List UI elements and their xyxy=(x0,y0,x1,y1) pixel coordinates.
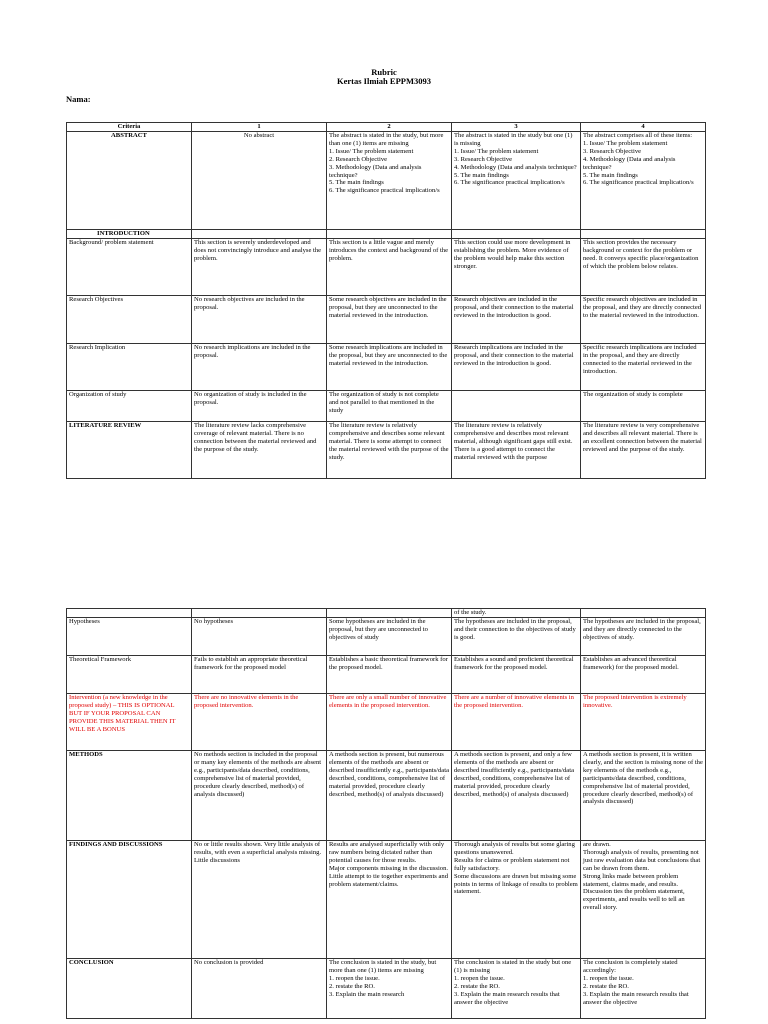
table-row xyxy=(67,694,706,751)
row-label-intervention: Intervention (a new knowledge in the proposed study) – THIS IS OPTIONAL BUT IF YOUR PROPOSAL CAN PROVIDE THIS MATERIAL THEN IT WILL BE A BONUS xyxy=(67,694,192,751)
cell: The conclusion is completely stated accordingly: 1. reopen the issue. 2. restate the RO. 3. Explain the main research results that answer the objective xyxy=(581,959,706,1019)
empty-cell xyxy=(192,609,327,618)
cell: of the study. xyxy=(452,609,581,618)
cell: No abstract xyxy=(192,132,327,230)
score-3-header: 3 xyxy=(452,123,581,132)
table-row xyxy=(67,656,706,694)
table-row xyxy=(67,295,706,343)
cell: Establishes a basic theoretical framework for the proposed model. xyxy=(327,656,452,694)
table-row xyxy=(67,132,706,230)
empty-cell xyxy=(327,609,452,618)
table-row xyxy=(67,751,706,841)
cell: This section provides the necessary background or context for the problem or need. It conveys specific place/organization of which the problem below relates. xyxy=(581,238,706,295)
table-row xyxy=(67,618,706,656)
empty-cell xyxy=(327,230,452,239)
cell: There are only a small number of innovative elements in the proposed intervention. xyxy=(327,694,452,751)
cell: No or little results shown. Very little analysis of results, with even a superficial analysis missing. Little discussions xyxy=(192,841,327,959)
cell: The abstract is stated in the study, but more than one (1) items are missing 1. Issue/ The problem statement 2. Research Objective 3. Methodology (Data and analysis technique? 5. The main findings 6. The significance practical implication/s xyxy=(327,132,452,230)
cell: Results are analysed superficially with only raw numbers being dictated rather than potential causes for those results. Major components missing in the discussion. Little attempt to tie together experiments and problem statement/claims. xyxy=(327,841,452,959)
header-row xyxy=(67,123,706,132)
cell: The organization of study is not complete and not parallel to that mentioned in the study xyxy=(327,390,452,421)
cell: This section is severely underdeveloped and does not convincingly introduce and analyse the problem. xyxy=(192,238,327,295)
cell: Specific research objectives are included in the proposal, and they are directly connected to the material reviewed in the introduction. xyxy=(581,295,706,343)
table-row xyxy=(67,238,706,295)
cell: Research implications are included in the proposal, and their connection to the material reviewed in the introduction is good. xyxy=(452,343,581,390)
criteria-header: Criteria xyxy=(67,123,192,132)
cell: This section is a little vague and merely introduces the context and background of the problem. xyxy=(327,238,452,295)
cell: There are no innovative elements in the proposed intervention. xyxy=(192,694,327,751)
cell: The literature review is relatively comprehensive and describes most relevant material, although significant gaps still exist. There is a good attempt to connect the material reviewed with the purpose xyxy=(452,421,581,478)
cell: The literature review lacks comprehensive coverage of relevant material. There is no connection between the material reviewed and the purpose of the study. xyxy=(192,421,327,478)
cell: No research implications are included in the proposal. xyxy=(192,343,327,390)
row-label-organization: Organization of study xyxy=(67,390,192,421)
cell: Research objectives are included in the proposal, and their connection to the material reviewed in the introduction is good. xyxy=(452,295,581,343)
table-row xyxy=(67,421,706,478)
cell: The literature review is relatively comprehensive and describes some relevant material. There is some attempt to connect the material reviewed with the purpose of the study. xyxy=(327,421,452,478)
score-4-header: 4 xyxy=(581,123,706,132)
cell: The hypotheses are included in the proposal, and their connection to the objectives of study is good. xyxy=(452,618,581,656)
cell: Fails to establish an appropriate theoretical framework for the proposed model xyxy=(192,656,327,694)
cell: Establishes an advanced theoretical framework) for the proposed model. xyxy=(581,656,706,694)
cell: The hypotheses are included in the proposal, and they are directly connected to the objectives of study. xyxy=(581,618,706,656)
cell: The abstract comprises all of these items: 1. Issue/ The problem statement 3. Research Objective 4. Methodology (Data and analysis technique? 5. The main findings 6. The significance practical implication/s xyxy=(581,132,706,230)
row-label-hypotheses: Hypotheses xyxy=(67,618,192,656)
rubric-table-page-1 xyxy=(66,122,706,479)
section-row xyxy=(67,230,706,239)
row-label-theoretical-framework: Theoretical Framework xyxy=(67,656,192,694)
document-title: Rubric xyxy=(371,67,397,77)
cell: There are a number of innovative elements in the proposed intervention. xyxy=(452,694,581,751)
cell: A methods section is present, but numerous elements of the methods are absent or described insufficiently e.g., participants/data described, conditions, comprehensive list of material provided, procedure clearly described, method(s) of analysis discussed) xyxy=(327,751,452,841)
cell: are drawn. Thorough analysis of results, presenting not just raw evaluation data but conclusions that can be drawn from them. Strong links made between problem statement, claims made, and results. Discussion ties the problem statement, experiments, and results well to tell an overall story. xyxy=(581,841,706,959)
score-1-header: 1 xyxy=(192,123,327,132)
cell: The literature review is very comprehensive and describes all relevant material. There is an excellent connection between the material reviewed and the purpose of the study. xyxy=(581,421,706,478)
row-label-abstract: ABSTRACT xyxy=(67,132,192,230)
empty-cell xyxy=(67,609,192,618)
section-label-introduction: INTRODUCTION xyxy=(67,230,192,239)
cell: Some hypotheses are included in the proposal, but they are unconnected to objectives of study xyxy=(327,618,452,656)
cell: The abstract is stated in the study but one (1) is missing 1. Issue/ The problem statement 3. Research Objective 4. Methodology (Data and analysis technique? 5. The main findings 6. The significance practical implication/s xyxy=(452,132,581,230)
row-label-conclusion: CONCLUSION xyxy=(67,959,192,1019)
empty-cell xyxy=(192,230,327,239)
cell: The conclusion is stated in the study but one (1) is missing 1. reopen the issue. 2. restate the RO. 3. Explain the main research results that answer the objective xyxy=(452,959,581,1019)
cell xyxy=(452,390,581,421)
row-label-literature-review: LITERATURE REVIEW xyxy=(67,421,192,478)
document-subtitle: Kertas Ilmiah EPPM3093 xyxy=(337,76,431,86)
table-row xyxy=(67,959,706,1019)
cell: Some research implications are included in the proposal, but they are unconnected to the material reviewed in the introduction. xyxy=(327,343,452,390)
cell: A methods section is present, and only a few elements of the methods are absent or described insufficiently e.g., participants/data described, conditions, comprehensive list of material provided, procedure clearly described, method(s) of analysis discussed) xyxy=(452,751,581,841)
cell: Some research objectives are included in the proposal, but they are unconnected to the material reviewed in the introduction. xyxy=(327,295,452,343)
row-label-research-implication: Research Implication xyxy=(67,343,192,390)
empty-cell xyxy=(581,230,706,239)
table-row xyxy=(67,841,706,959)
cell: Thorough analysis of results but some glaring questions unanswered. Results for claims or problem statement not fully satisfactory. Some discussions are drawn but missing some points in terms of linkage of results to problem statement. xyxy=(452,841,581,959)
rubric-table-page-2 xyxy=(66,608,706,1019)
row-label-research-objectives: Research Objectives xyxy=(67,295,192,343)
empty-cell xyxy=(452,230,581,239)
score-2-header: 2 xyxy=(327,123,452,132)
cell: Establishes a sound and proficient theoretical framework for the proposed model. xyxy=(452,656,581,694)
name-label: Nama: xyxy=(66,94,91,104)
cell: No methods section is included in the proposal or many key elements of the methods are absent e.g., participants/data described, conditions, comprehensive list of material provided, procedure clearly described, method(s) of analysis discussed) xyxy=(192,751,327,841)
row-label-background: Background/ problem statement xyxy=(67,238,192,295)
cell: The organization of study is complete xyxy=(581,390,706,421)
cell: No conclusion is provided xyxy=(192,959,327,1019)
cell: Specific research implications are included in the proposal, and they are directly connected to the material reviewed in the introduction. xyxy=(581,343,706,390)
row-label-findings: FINDINGS AND DISCUSSIONS xyxy=(67,841,192,959)
table-row xyxy=(67,343,706,390)
row-label-methods: METHODS xyxy=(67,751,192,841)
table-row xyxy=(67,390,706,421)
cell: No hypotheses xyxy=(192,618,327,656)
cell: A methods section is present, it is written clearly, and the section is missing none of the key elements of the methods e.g., participants/data described, conditions, comprehensive list of material provided, procedure clearly described, method(s) of analysis discussed) xyxy=(581,751,706,841)
cell: No research objectives are included in the proposal. xyxy=(192,295,327,343)
continuation-row xyxy=(67,609,706,618)
cell: This section could use more development in establishing the problem. More evidence of the problem would help make this section stronger. xyxy=(452,238,581,295)
cell: The proposed intervention is extremely innovative. xyxy=(581,694,706,751)
cell: The conclusion is stated in the study, but more than one (1) items are missing 1. reopen the issue. 2. restate the RO. 3. Explain the main research xyxy=(327,959,452,1019)
cell: No organization of study is included in the proposal. xyxy=(192,390,327,421)
empty-cell xyxy=(581,609,706,618)
